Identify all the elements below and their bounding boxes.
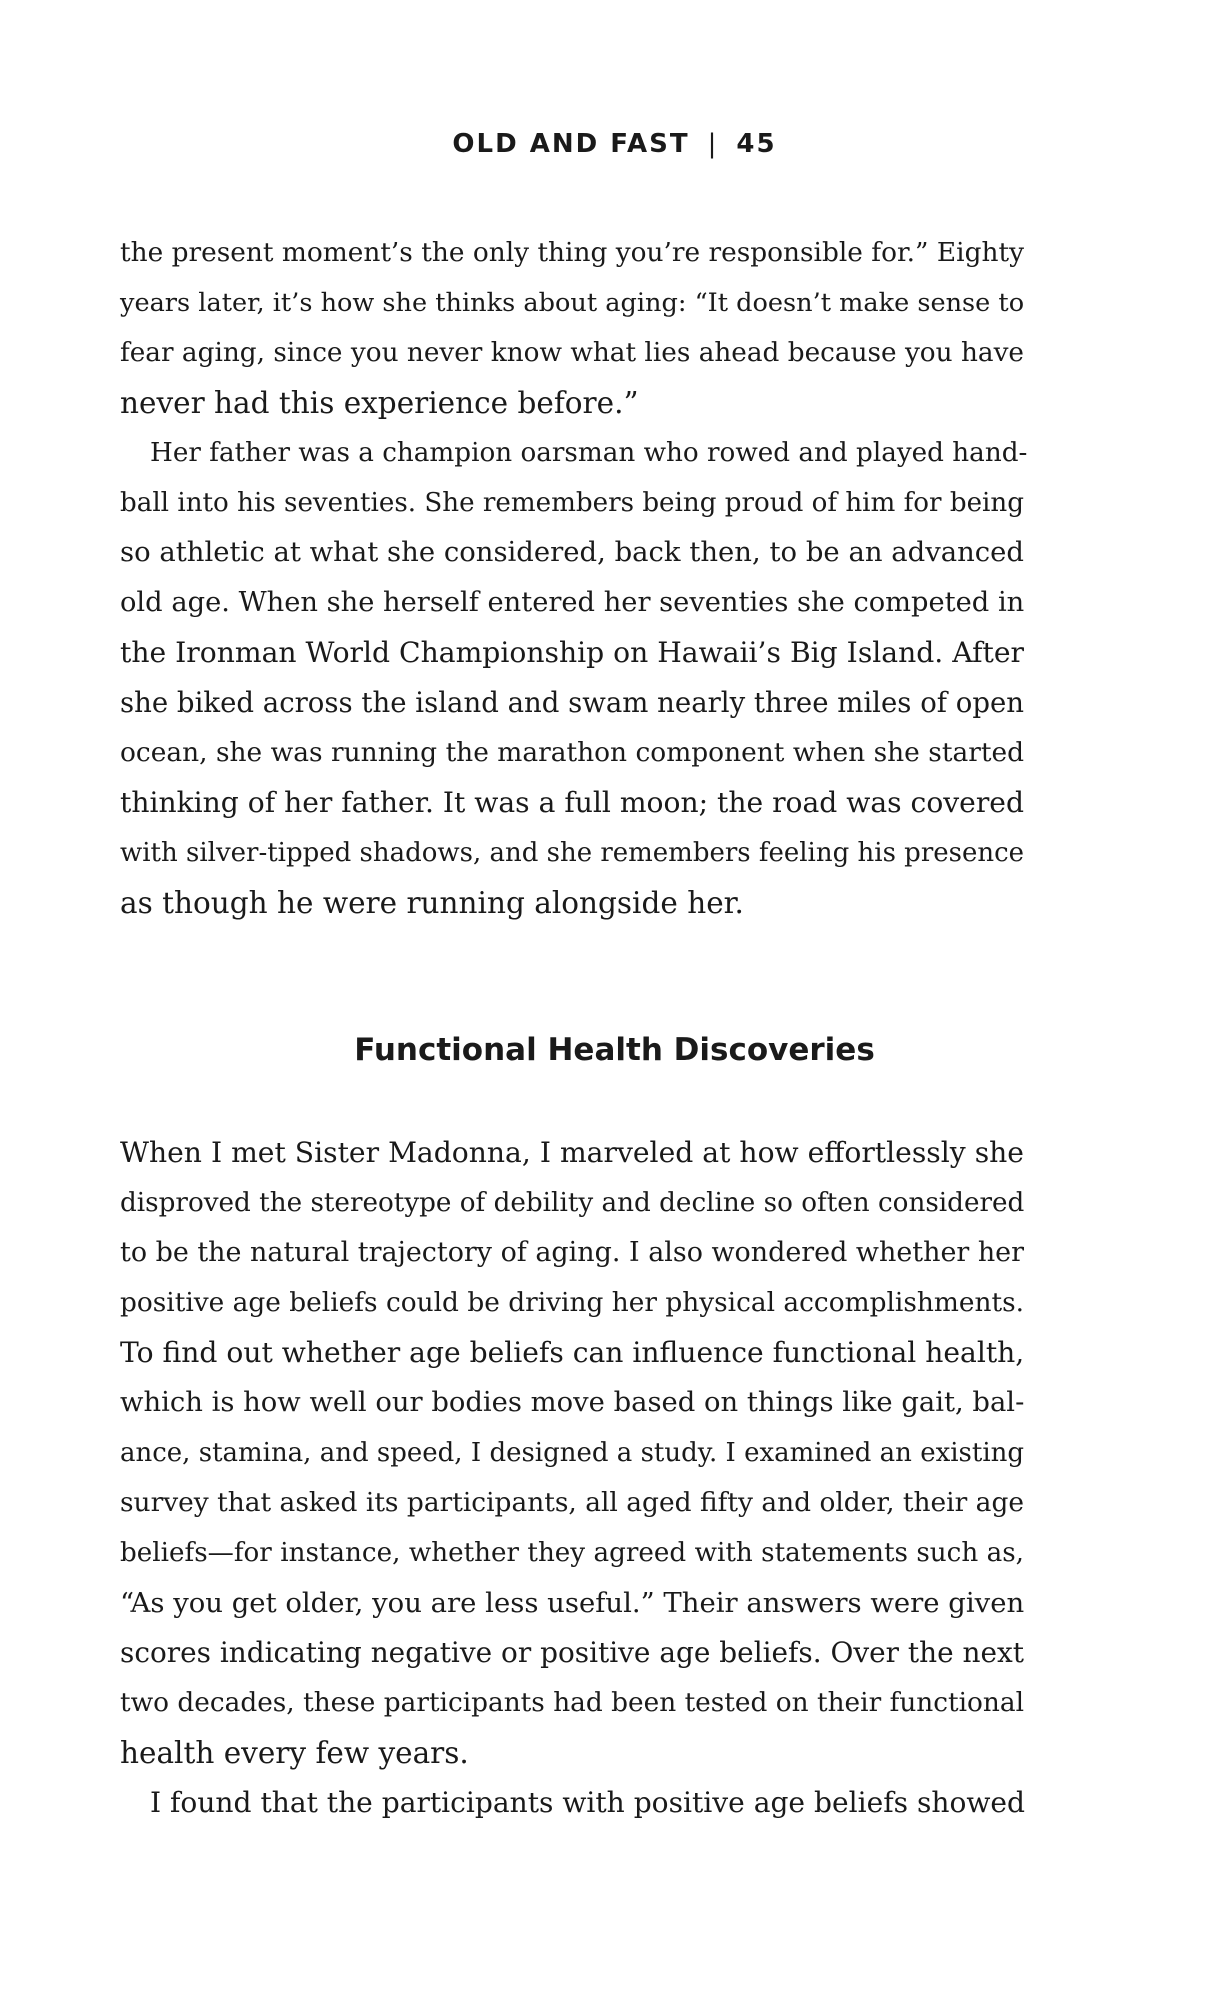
page-number: 45 [736,129,777,159]
header-separator: | [707,129,719,159]
text-line: two decades, these participants had been tested on their functional [120,1688,1024,1718]
text-line: with silver-tipped shadows, and she remembers feeling his presence [120,838,1024,868]
text-line: to be the natural trajectory of aging. I also wondered whether her [120,1237,1024,1268]
text-line: To find out whether age beliefs can influence functional health, [120,1336,1025,1369]
text-line: I found that the participants with positive age beliefs showed [150,1786,1026,1819]
text-line: as though he were running alongside her. [120,886,744,920]
section-heading: Functional Health Discoveries [354,1032,875,1068]
text-line: survey that asked its participants, all aged fifty and older, their age [120,1487,1024,1518]
text-line: thinking of her father. It was a full moon; the road was covered [120,786,1024,819]
text-line: so athletic at what she considered, back then, to be an advanced [120,537,1024,568]
text-line: disproved the stereotype of debility and decline so often considered [120,1188,1025,1218]
text-line: which is how well our bodies move based on things like gait, bal- [120,1387,1025,1418]
text-line: never had this experience before.” [120,386,639,420]
text-line: ball into his seventies. She remembers being proud of him for being [120,488,1024,518]
text-line: fear aging, since you never know what lies ahead because you have [120,338,1024,368]
text-line: ocean, she was running the marathon component when she started [120,737,1024,768]
text-line: health every few years. [120,1736,469,1770]
text-line: old age. When she herself entered her seventies she competed in [120,587,1025,618]
text-line: scores indicating negative or positive age beliefs. Over the next [120,1636,1024,1669]
paragraph-block-1 [120,228,1028,928]
running-head [0,128,1229,160]
paragraph-block-2 [120,1128,1024,1828]
running-title: OLD AND FAST [452,129,690,159]
text-line: Her father was a champion oarsman who rowed and played hand- [150,438,1028,468]
text-line: ance, stamina, and speed, I designed a study. I examined an existing [120,1438,1024,1468]
text-line: positive age beliefs could be driving her physical accomplishments. [120,1288,1024,1318]
text-line: she biked across the island and swam nearly three miles of open [120,687,1024,719]
text-line: “As you get older, you are less useful.” Their answers were given [120,1587,1025,1619]
text-line: When I met Sister Madonna, I marveled at how effortlessly she [120,1136,1024,1169]
text-line: the present moment’s the only thing you’re responsible for.” Eighty [120,238,1024,268]
text-line: years later, it’s how she thinks about aging: “It doesn’t make sense to [120,288,1025,318]
text-line: beliefs—for instance, whether they agreed with statements such as, [120,1538,1024,1568]
text-line: the Ironman World Championship on Hawaii’s Big Island. After [120,636,1024,669]
